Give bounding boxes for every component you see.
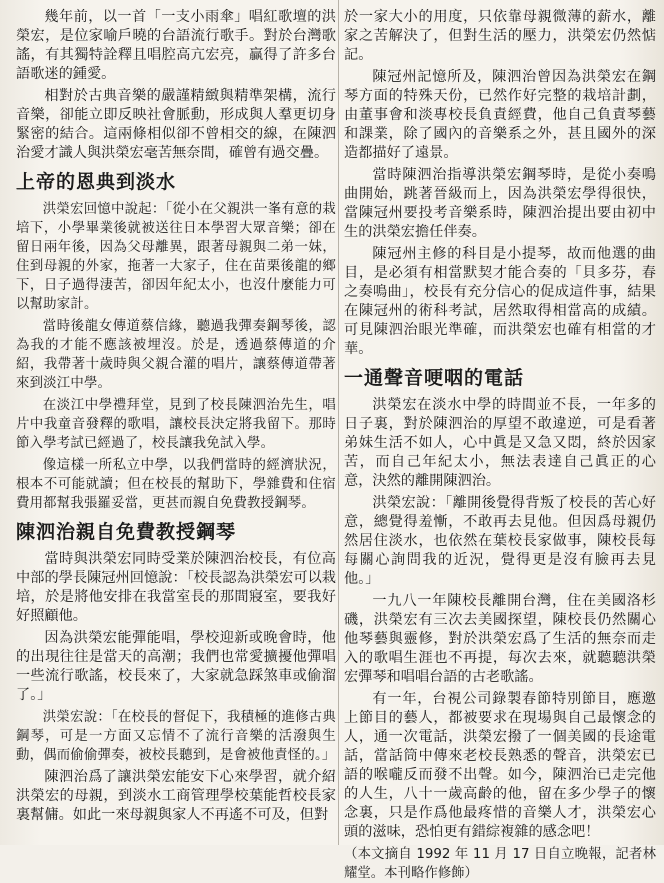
paragraph: 有一年，台視公司錄製春節特別節目，應邀上節目的藝人，都被要求在現場與自己最懷念的人，通一次電話，洪榮宏撥了一個美國的長途電話，當話筒中傳來老校長熟悉的聲音，洪榮宏已語的喉嚨反而發不出聲。如今，陳泗治已走完他的人生，八十一歲高齡的他，留在多少學子的懷念裏，只是作爲他最疼惜的音樂人才，洪榮宏心頭的滋味，恐怕更有錯綜複雜的感念吧！ xyxy=(344,691,656,840)
quote-paragraph: 洪榮宏說：「在校長的督促下，我積極的進修古典鋼琴，可是一方面又忘情不了流行音樂的活潑與生動，偶而偷偷彈奏，被校長聽到，是會被他責怪的。」 xyxy=(16,710,336,763)
paragraph: 當時陳泗治指導洪榮宏鋼琴時，是從小奏鳴曲開始，跳著晉級而上，因為洪榮宏學得很快，當陳冠州要投考音樂系時，陳泗治提出要由初中生的洪榮宏擔任伴奏。 xyxy=(344,167,656,240)
quote-paragraph: 像這樣一所私立中學，以我們當時的經濟狀況，根本不可能就讀；但在校長的幫助下，學雜費和住宿費用都幫我張羅妥當，更甚而親自免費教授鋼琴。 xyxy=(16,458,336,511)
quote-paragraph: 在淡江中學禮拜堂，見到了校長陳泗治先生，唱片中我童音發釋的歌唱，讓校長決定將我留下。那時節入學考試已經過了，校長讓我免試入學。 xyxy=(16,398,336,451)
paragraph: 當時與洪榮宏同時受業於陳泗治校長，有位高中部的學長陳冠州回憶說：「校長認為洪榮宏可以栽培，於是將他安排在我當室長的那間寢室，要我好好照顧他。 xyxy=(16,551,336,624)
paragraph: 相對於古典音樂的嚴謹精緻與精準架構，流行音樂，卻能立即反映社會脈動，形成與人羣更切身緊密的結合。這兩條相似卻不曾相交的線，在陳泗治愛才識人與洪榮宏毫苦無奈間，確曾有過交疊。 xyxy=(16,88,336,161)
paragraph: 幾年前，以一首「一支小雨傘」唱紅歌壇的洪榮宏，是位家喻戶曉的台語流行歌手。對於台灣歌謠，有其獨特詮釋且唱腔高亢宏亮，贏得了許多台語歌迷的鍾愛。 xyxy=(16,9,336,82)
section-heading: 陳泗治親自免費教授鋼琴 xyxy=(16,521,237,543)
paragraph: 陳冠州主修的科目是小提琴，故而他選的曲目，是必須有相當默契才能合奏的「貝多芬，春之奏鳴曲」，校長有充分信心的促成這件事，結果在陳冠州的術科考試，居然取得相當高的成績。可見陳泗治眼光準確，而洪榮宏也確有相當的才華。 xyxy=(344,246,656,357)
paragraph: 一九八一年陳校長離開台灣，住在美國洛杉磯，洪榮宏有三次去美國探望，陳校長仍然關心他琴藝與靈修，對於洪榮宏爲了生活的無奈而走入的歌唱生涯也不再提，每次去來，就聽聽洪榮宏彈琴和唱唱台語的古老歌謠。 xyxy=(344,593,656,685)
column-divider xyxy=(338,0,339,845)
section-heading: 一通聲音哽咽的電話 xyxy=(344,367,525,389)
left-column xyxy=(16,8,336,841)
paragraph: 洪榮宏在淡水中學的時間並不長，一年多的日子裏，對於陳泗治的厚望不敢違逆，可是看著弟妹生活不如人，心中眞是又急又悶，終於因家苦，而自己年紀太小，無法表達自己眞正的心意，決然的離開陳泗治。 xyxy=(344,397,656,489)
right-column xyxy=(344,8,656,881)
paragraph: 於一家大小的用度，只依靠母親微薄的薪水，離家之苦解決了，但對生活的壓力，洪榮宏仍然惦記。 xyxy=(344,9,656,63)
quote-paragraph: 洪榮宏回憶中說起：「從小在父親洪一峯有意的栽培下，小學畢業後就被送往日本學習大眾音樂；卻在留日兩年後，因為父母離異，跟著母親與二弟一妹，住到母親的外家，拖著一大家子，住在苗栗後龍的鄉下，日子過得淒苦，卻因年紀太小，也沒什麼能力可以幫助家計。 xyxy=(16,202,336,312)
paragraph: 陳冠州記憶所及，陳泗治曾因為洪榮宏在鋼琴方面的特殊天份，已然作好完整的栽培計劃，由董事會和淡專校長負責經費，他自己負責琴藝和課業，除了國內的音樂系之外，甚且國外的深造都描好了遠景。 xyxy=(344,69,656,161)
paragraph: 因為洪榮宏能彈能唱，學校迎新或晚會時，他的出現往往是當天的高潮；我們也常愛擴擾他彈唱一些流行歌謠，校長來了，大家就急踩煞車或偷溜了。」 xyxy=(16,630,336,703)
paragraph: 洪榮宏說：「離開後覺得背叛了校長的苦心好意，總覺得羞慚，不敢再去見他。但因爲母親仍然居住淡水，也依然在葉校長家做事，陳校長每每關心詢問我的近況，覺得更是沒有臉再去見他。」 xyxy=(344,495,656,587)
source-citation: （本文摘自 1992 年 11 月 17 日自立晚報，記者林耀堂。本刊略作修飾） xyxy=(344,847,656,881)
paragraph: 陳泗治爲了讓洪榮宏能安下心來學習，就介紹洪榮宏的母親，到淡水工商管理學校葉能哲校長家裏幫傭。如此一來母親與家人不再遙不可及，但對 xyxy=(16,769,336,823)
section-heading: 上帝的恩典到淡水 xyxy=(16,171,177,193)
quote-paragraph: 當時後龍女傳道蔡信緣，聽過我彈奏鋼琴後，認為我的才能不應該被埋沒。於是，透過蔡傳道的介紹，我帶著十歲時與父親合灌的唱片，讓蔡傳道帶著來到淡江中學。 xyxy=(16,319,336,391)
